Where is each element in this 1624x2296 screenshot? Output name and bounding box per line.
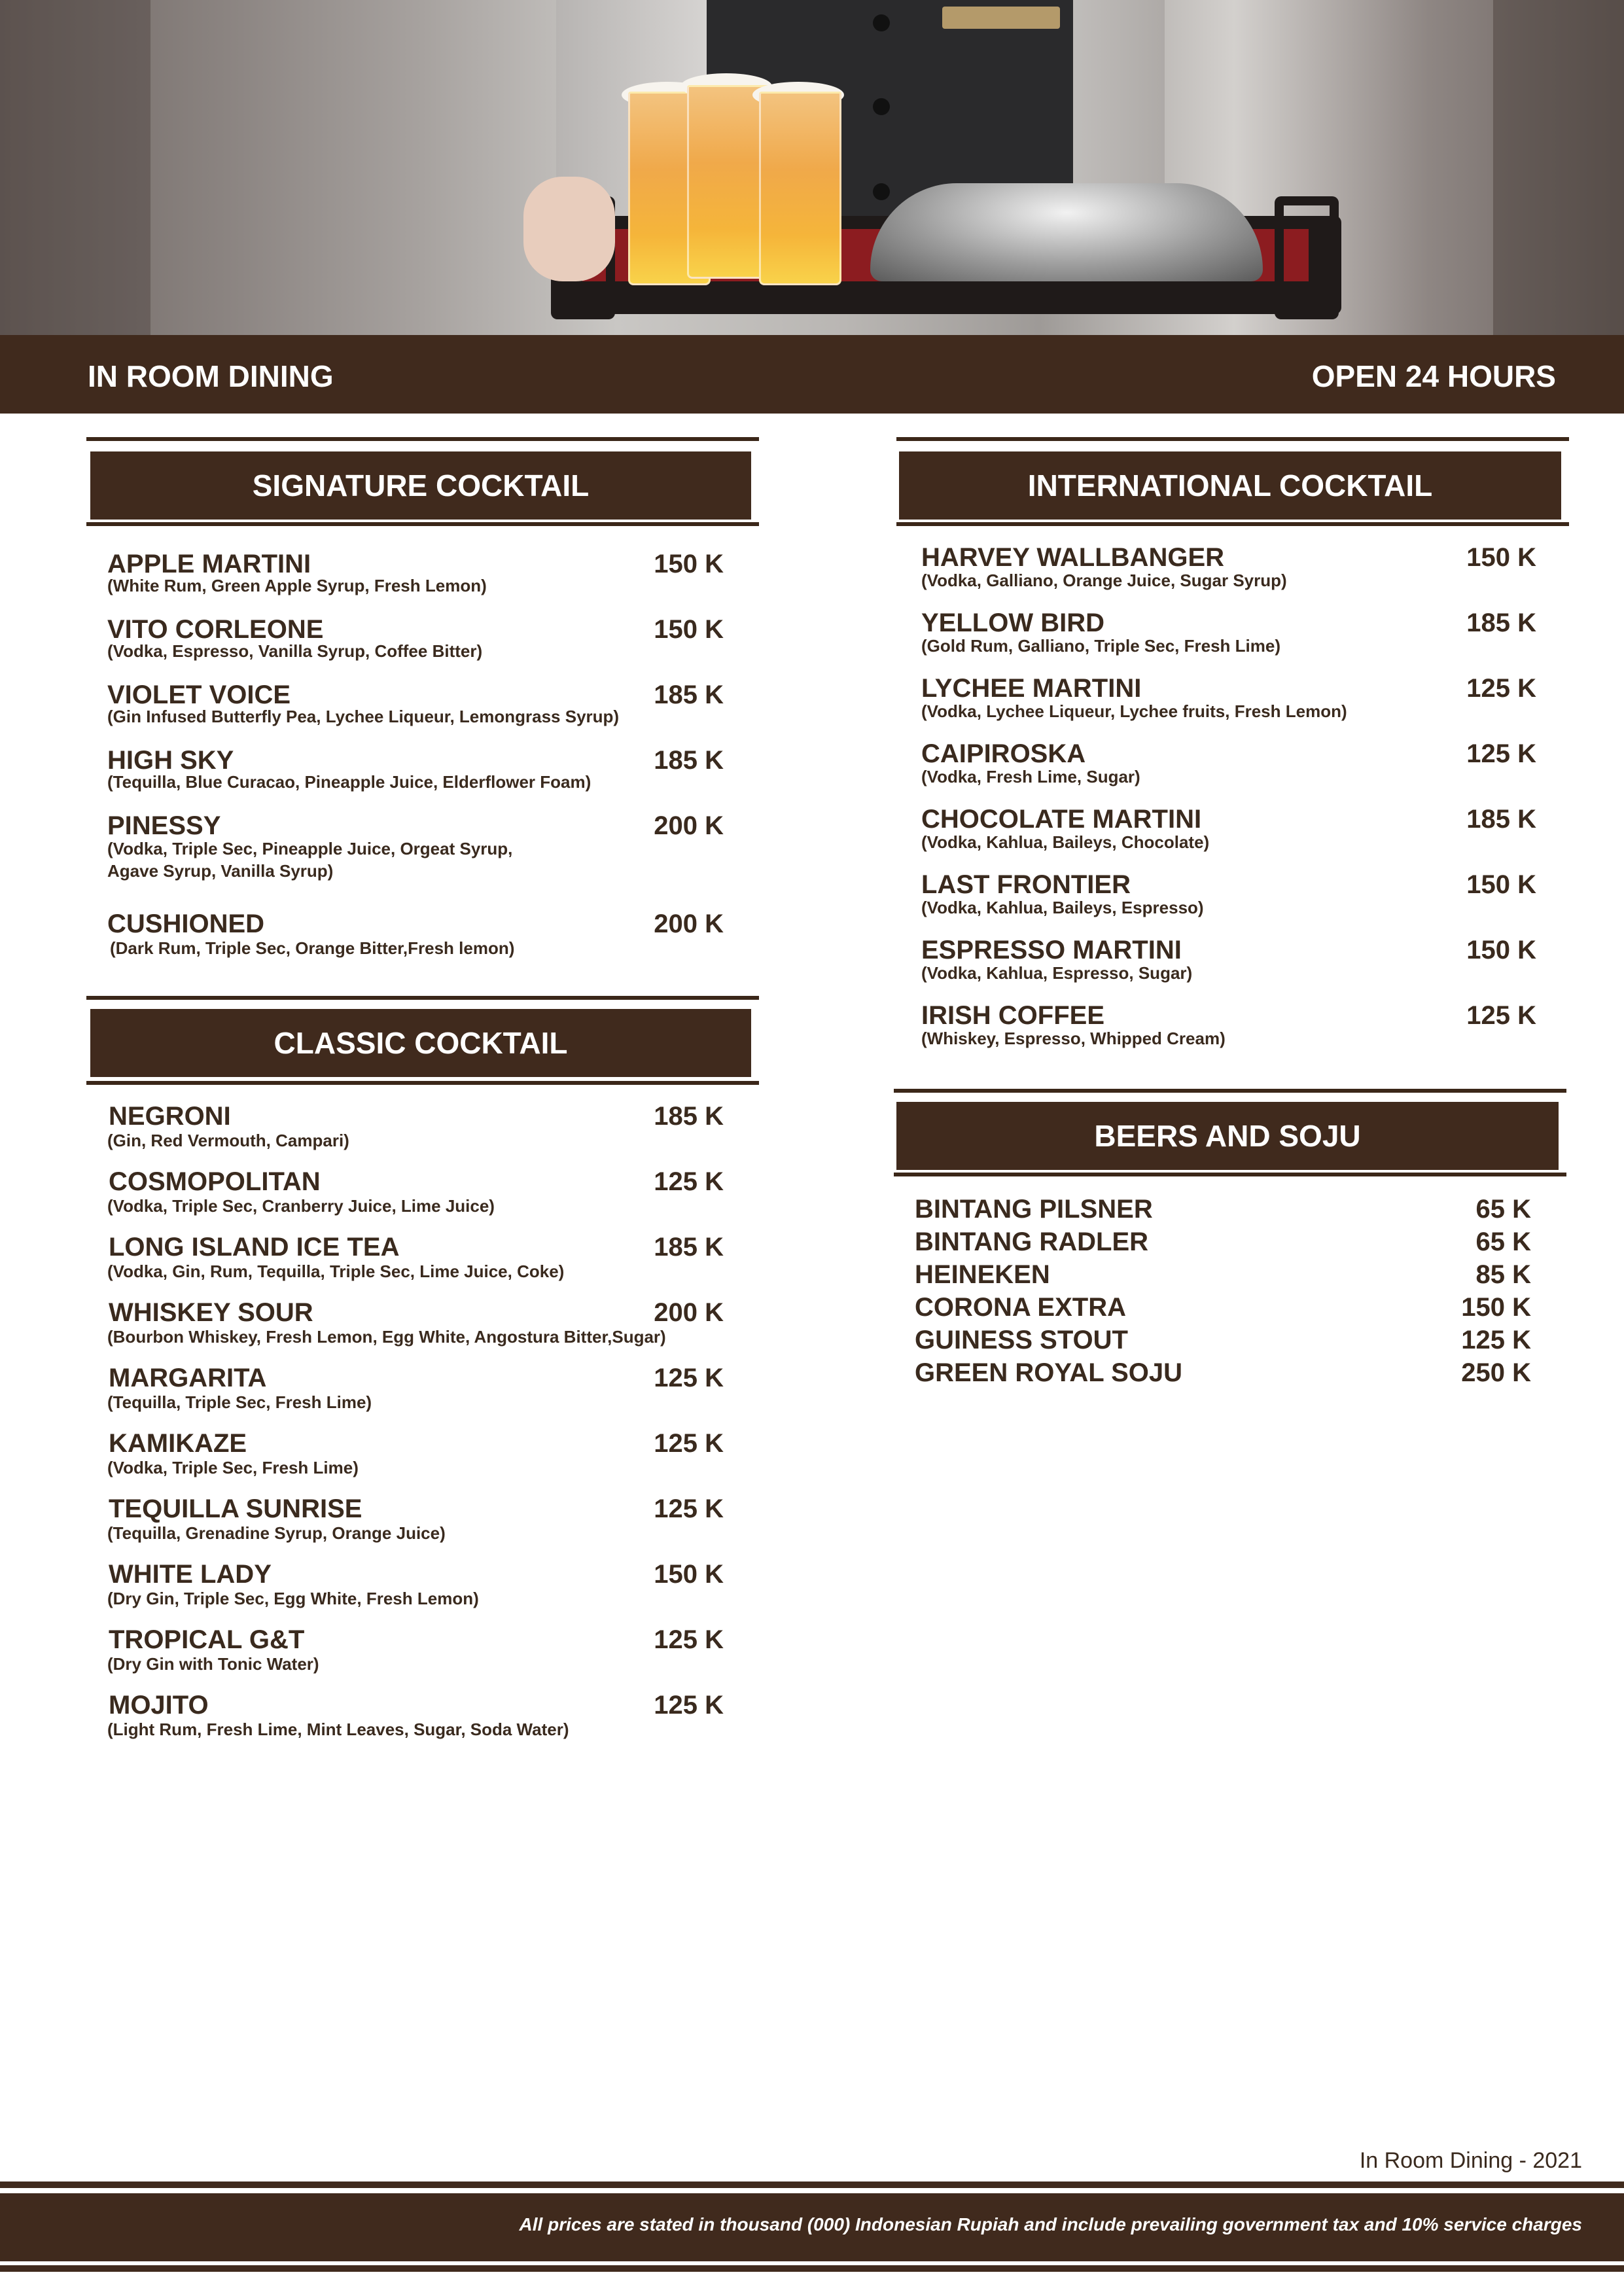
beer-item-name: GREEN ROYAL SOJU [915, 1358, 1183, 1387]
wall-shadow-right [1493, 0, 1624, 335]
menu-item-name: NEGRONI [109, 1102, 231, 1131]
menu-item-name: TEQUILLA SUNRISE [109, 1494, 362, 1523]
beer-item-name: BINTANG RADLER [915, 1227, 1149, 1256]
menu-item-desc: (Vodka, Kahlua, Baileys, Espresso) [921, 898, 1204, 917]
page-title: IN ROOM DINING [88, 359, 334, 393]
menu-item-desc: (Dry Gin with Tonic Water) [107, 1654, 319, 1674]
menu-item-name: YELLOW BIRD [921, 609, 1104, 637]
menu-item-price: 185 K [1466, 609, 1536, 637]
menu-item-desc: (Vodka, Fresh Lime, Sugar) [921, 767, 1140, 786]
footer-rule [0, 2181, 1624, 2188]
menu-item-desc: (Tequilla, Grenadine Syrup, Orange Juice) [107, 1523, 446, 1543]
menu-item-name: WHISKEY SOUR [109, 1298, 313, 1327]
section-rule [894, 1173, 1566, 1176]
vest-button [873, 183, 890, 200]
menu-item-name: MOJITO [109, 1691, 209, 1720]
opening-hours: OPEN 24 HOURS [1311, 359, 1556, 393]
menu-item-desc: (White Rum, Green Apple Syrup, Fresh Lemon) [107, 576, 487, 595]
name-badge [942, 7, 1060, 29]
menu-item-price: 150 K [654, 550, 724, 578]
menu-item-name: HIGH SKY [107, 746, 234, 775]
menu-item-price: 150 K [654, 615, 724, 644]
menu-item-desc: (Gin Infused Butterfly Pea, Lychee Liqueur, Lemongrass Syrup) [107, 707, 620, 726]
menu-item-name: LYCHEE MARTINI [921, 674, 1142, 703]
menu-item-name: LONG ISLAND ICE TEA [109, 1233, 400, 1262]
menu-item-desc: (Vodka, Gin, Rum, Tequilla, Triple Sec, Lime Juice, Coke) [107, 1262, 565, 1281]
menu-item-price: 185 K [654, 1233, 724, 1262]
beer-item-price: 250 K [1461, 1358, 1531, 1387]
menu-item-desc: (Light Rum, Fresh Lime, Mint Leaves, Sugar, Soda Water) [107, 1720, 569, 1739]
menu-item-price: 200 K [654, 811, 724, 840]
section-title: INTERNATIONAL COCKTAIL [899, 451, 1561, 520]
menu-item-desc: (Vodka, Triple Sec, Fresh Lime) [107, 1458, 359, 1477]
menu-item-name: HARVEY WALLBANGER [921, 543, 1225, 572]
menu-item-name: TROPICAL G&T [109, 1625, 305, 1654]
menu-item-desc: (Vodka, Kahlua, Baileys, Chocolate) [921, 832, 1210, 852]
footer-band [0, 2193, 1624, 2261]
menu-item-price: 200 K [654, 910, 724, 938]
beer-item-name: HEINEKEN [915, 1260, 1050, 1289]
menu-item-name: ESPRESSO MARTINI [921, 936, 1182, 964]
menu-item-desc: (Vodka, Espresso, Vanilla Syrup, Coffee Bitter) [107, 641, 483, 661]
section-rule [86, 996, 759, 1000]
menu-item-price: 125 K [654, 1167, 724, 1196]
menu-item-desc: (Vodka, Triple Sec, Pineapple Juice, Orgeat Syrup, [107, 839, 513, 858]
menu-item-name: CAIPIROSKA [921, 739, 1086, 768]
menu-item-name: COSMOPOLITAN [109, 1167, 321, 1196]
menu-item-name: KAMIKAZE [109, 1429, 247, 1458]
beer-item-price: 65 K [1475, 1195, 1531, 1224]
vest-button [873, 14, 890, 31]
vest-button [873, 98, 890, 115]
section-title: CLASSIC COCKTAIL [90, 1009, 751, 1077]
section-title: SIGNATURE COCKTAIL [90, 451, 751, 520]
beer-item-price: 65 K [1475, 1227, 1531, 1256]
menu-item-price: 125 K [1466, 1001, 1536, 1030]
beer-item-price: 150 K [1461, 1293, 1531, 1322]
menu-item-name: VITO CORLEONE [107, 615, 324, 644]
menu-item-price: 185 K [654, 1102, 724, 1131]
section-rule [896, 437, 1569, 441]
food-cloche [870, 183, 1263, 281]
wall-shadow-left [0, 0, 150, 335]
menu-item-price: 125 K [1466, 739, 1536, 768]
menu-item-name: CUSHIONED [107, 910, 265, 938]
menu-item-name: APPLE MARTINI [107, 550, 311, 578]
menu-item-name: PINESSY [107, 811, 221, 840]
menu-item-name: CHOCOLATE MARTINI [921, 805, 1202, 834]
menu-item-price: 125 K [1466, 674, 1536, 703]
section-title: BEERS AND SOJU [896, 1102, 1559, 1170]
menu-item-price: 200 K [654, 1298, 724, 1327]
menu-item-desc: (Vodka, Triple Sec, Cranberry Juice, Lime Juice) [107, 1196, 495, 1216]
menu-item-desc: (Dry Gin, Triple Sec, Egg White, Fresh Lemon) [107, 1589, 479, 1608]
section-rule [86, 437, 759, 441]
menu-item-desc: (Vodka, Lychee Liqueur, Lychee fruits, Fresh Lemon) [921, 701, 1347, 721]
menu-item-desc: (Tequilla, Triple Sec, Fresh Lime) [107, 1392, 372, 1412]
menu-item-desc: (Tequilla, Blue Curacao, Pineapple Juice, Elderflower Foam) [107, 772, 591, 792]
menu-item-desc: (Vodka, Galliano, Orange Juice, Sugar Syrup) [921, 571, 1287, 590]
waiter-hand [523, 177, 615, 281]
menu-item-price: 150 K [654, 1560, 724, 1589]
menu-item-price: 150 K [1466, 870, 1536, 899]
menu-item-desc: (Gold Rum, Galliano, Triple Sec, Fresh Lime) [921, 636, 1280, 656]
beer-item-price: 125 K [1461, 1326, 1531, 1354]
menu-item-desc: (Bourbon Whiskey, Fresh Lemon, Egg White, Angostura Bitter,Sugar) [107, 1327, 666, 1347]
header-band [0, 335, 1624, 414]
menu-item-price: 185 K [654, 746, 724, 775]
beer-glass [687, 85, 769, 279]
menu-item-price: 125 K [654, 1494, 724, 1523]
menu-item-desc: (Whiskey, Espresso, Whipped Cream) [921, 1029, 1226, 1048]
section-rule [896, 522, 1569, 526]
footer-edition-note: In Room Dining - 2021 [1359, 2148, 1582, 2173]
menu-item-price: 185 K [1466, 805, 1536, 834]
menu-item-desc: (Vodka, Kahlua, Espresso, Sugar) [921, 963, 1193, 983]
menu-item-price: 125 K [654, 1625, 724, 1654]
menu-item-name: WHITE LADY [109, 1560, 272, 1589]
menu-item-name: MARGARITA [109, 1364, 267, 1392]
beer-item-name: BINTANG PILSNER [915, 1195, 1153, 1224]
menu-item-name: VIOLET VOICE [107, 680, 291, 709]
hero-photo-waiter-with-tray [0, 0, 1624, 335]
beer-item-price: 85 K [1475, 1260, 1531, 1289]
menu-item-name: LAST FRONTIER [921, 870, 1131, 899]
section-rule [86, 522, 759, 526]
section-rule [894, 1089, 1566, 1093]
footer-rule [0, 2265, 1624, 2272]
menu-item-price: 150 K [1466, 543, 1536, 572]
price-disclaimer: All prices are stated in thousand (000) Indonesian Rupiah and include prevailing government tax and 10% service charges [519, 2214, 1582, 2234]
section-rule [86, 1081, 759, 1085]
menu-item-price: 125 K [654, 1691, 724, 1720]
tray-handle-right [1275, 196, 1339, 319]
menu-item-price: 125 K [654, 1429, 724, 1458]
menu-item-price: 150 K [1466, 936, 1536, 964]
menu-item-price: 125 K [654, 1364, 724, 1392]
beer-item-name: CORONA EXTRA [915, 1293, 1126, 1322]
beer-item-name: GUINESS STOUT [915, 1326, 1128, 1354]
menu-item-name: IRISH COFFEE [921, 1001, 1105, 1030]
menu-item-desc: (Gin, Red Vermouth, Campari) [107, 1131, 349, 1150]
menu-item-desc: Agave Syrup, Vanilla Syrup) [107, 861, 334, 881]
menu-item-desc: (Dark Rum, Triple Sec, Orange Bitter,Fresh lemon) [110, 938, 515, 958]
menu-item-price: 185 K [654, 680, 724, 709]
beer-glass [759, 92, 841, 285]
